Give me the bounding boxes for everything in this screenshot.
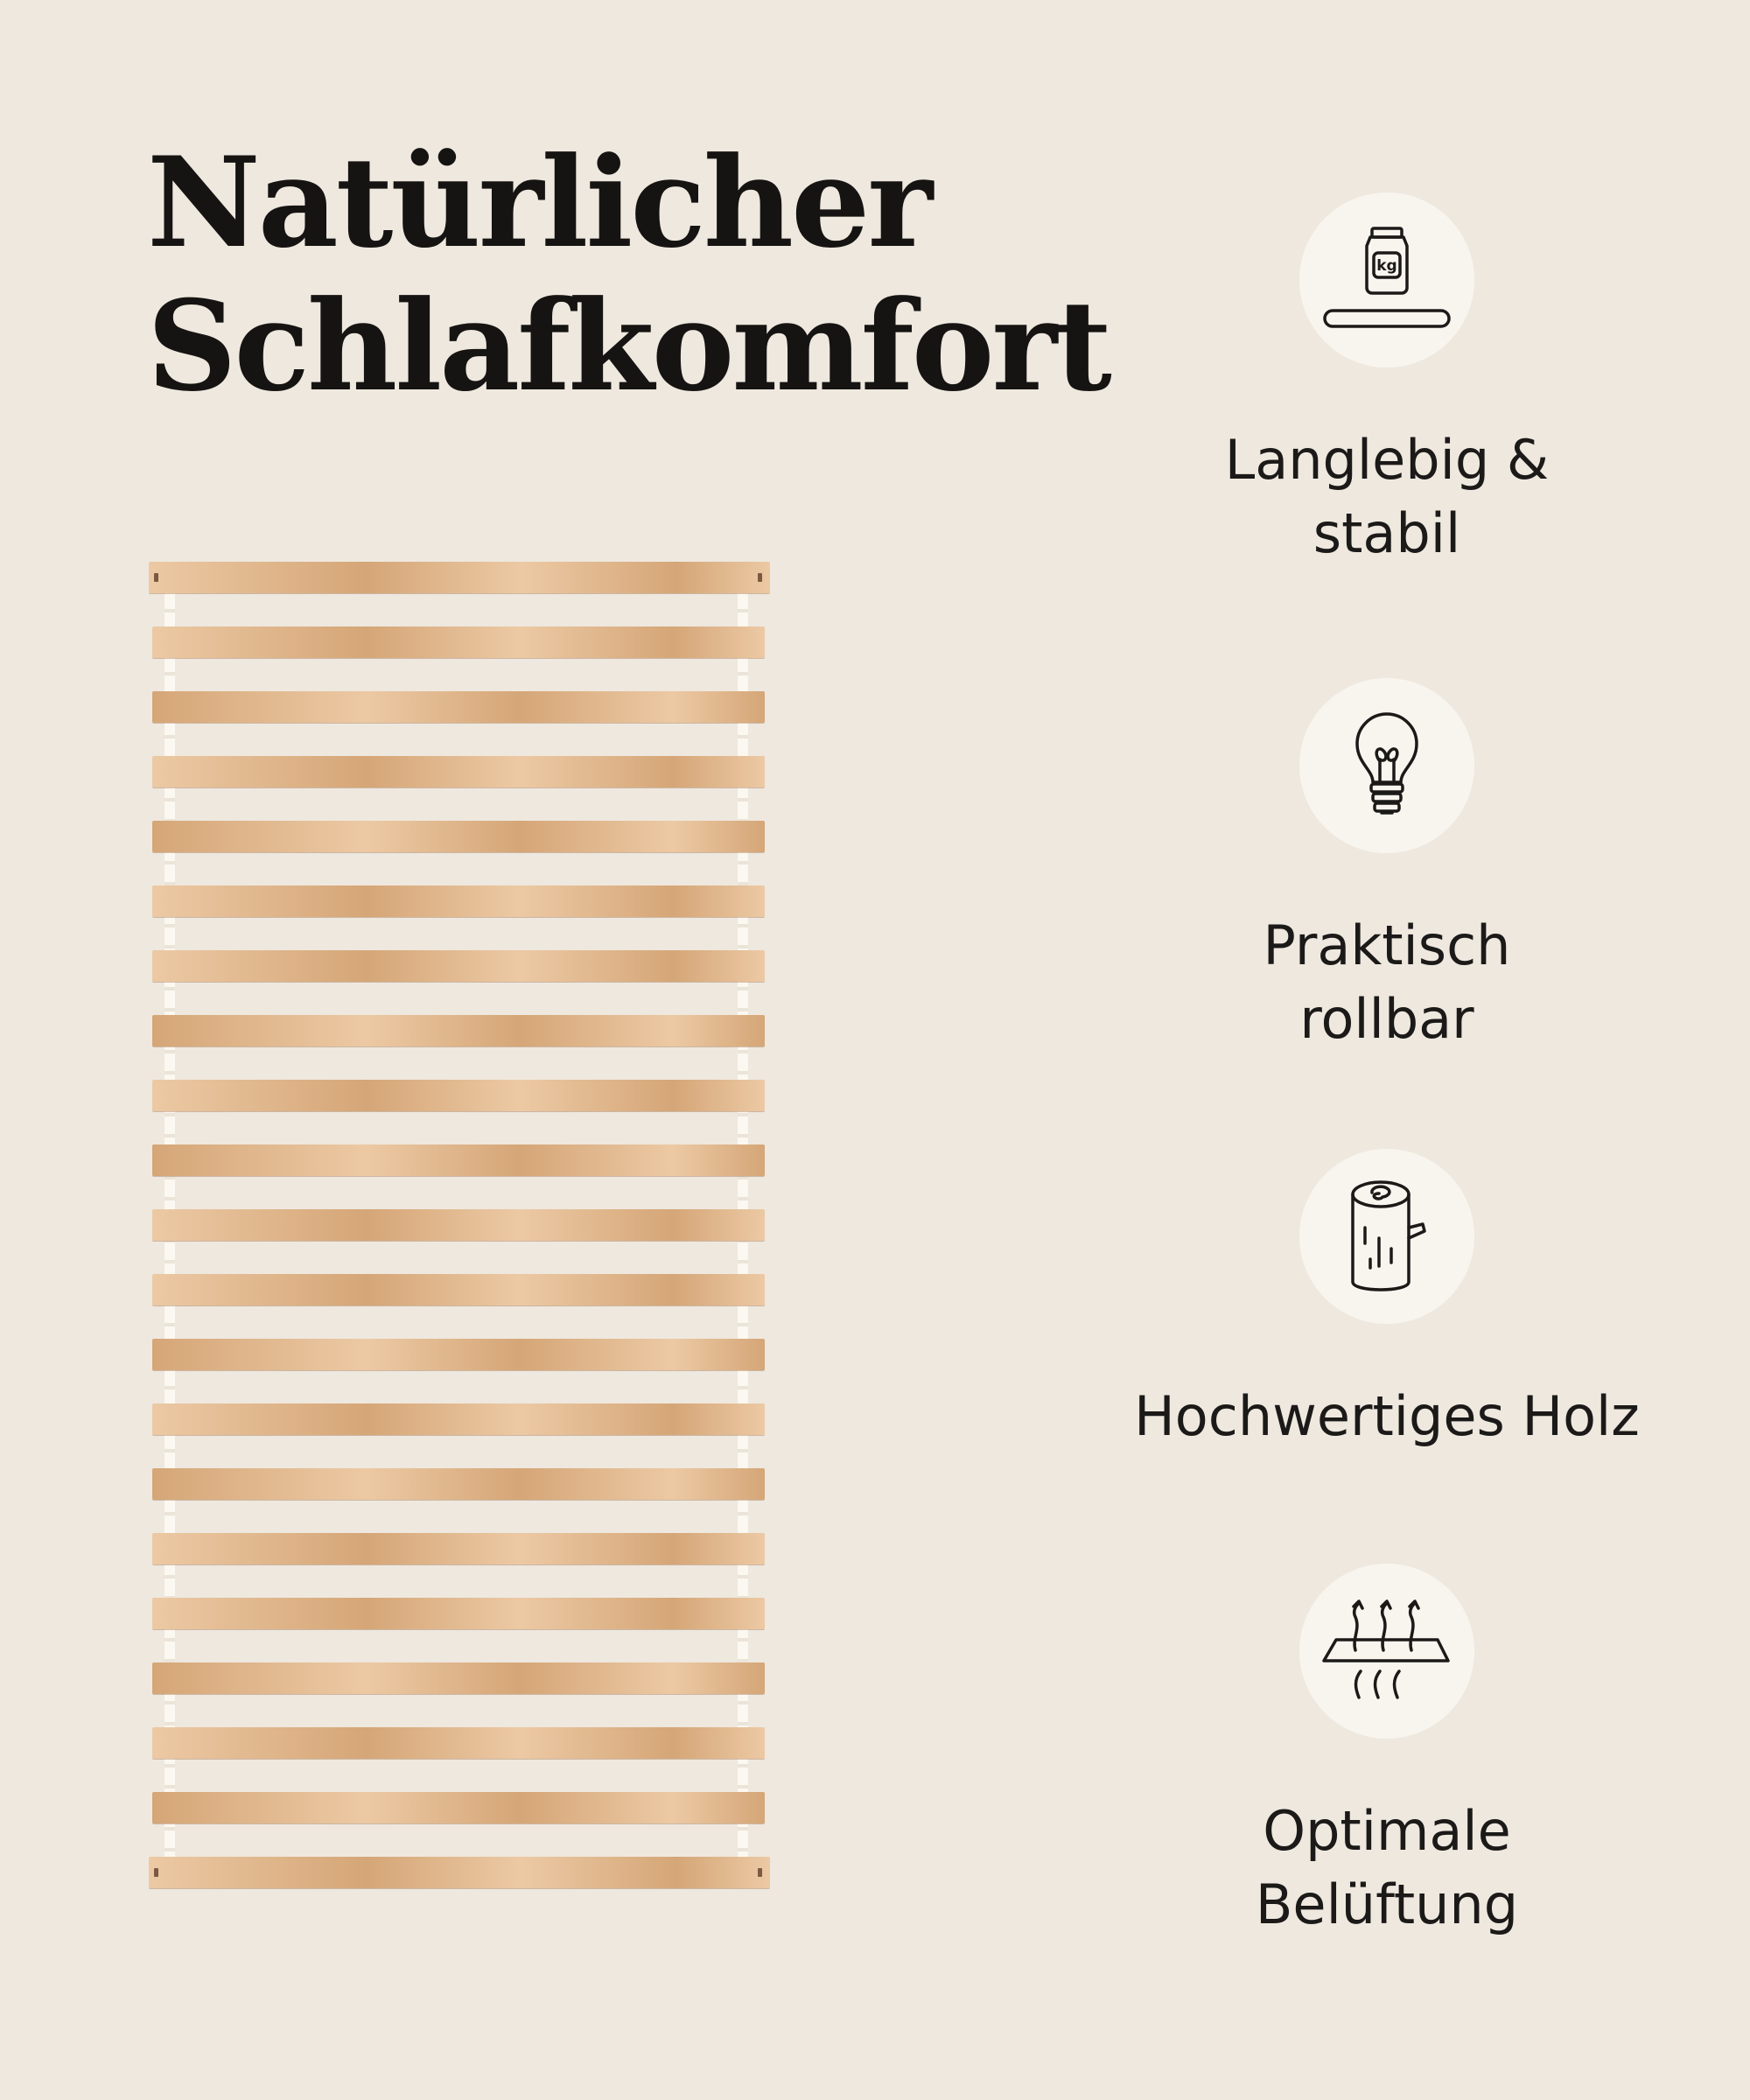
feature-label-line-2: rollbar <box>1299 987 1474 1051</box>
wood-slat <box>152 1404 765 1435</box>
feature-rollable <box>1102 678 1671 1056</box>
wood-slat <box>152 821 765 852</box>
wood-slat <box>152 1339 765 1370</box>
slat-notch <box>154 573 158 582</box>
slat-notch <box>758 573 762 582</box>
feature-label-line-1: Praktisch <box>1263 914 1511 977</box>
feature-label-line-1: Optimale <box>1263 1799 1511 1863</box>
lightbulb-icon <box>1343 709 1431 822</box>
wood-slat <box>152 1662 765 1694</box>
icon-circle <box>1299 1564 1474 1739</box>
slat-notch <box>154 1868 158 1877</box>
wood-slat <box>152 950 765 982</box>
feature-label-line-1: Hochwertiges Holz <box>1134 1384 1640 1448</box>
wood-slat <box>152 1209 765 1241</box>
feature-quality-wood <box>1102 1149 1671 1453</box>
slatted-frame-image <box>149 562 772 1899</box>
wood-slat <box>152 1792 765 1824</box>
wood-slat <box>152 1598 765 1629</box>
wood-slat <box>152 886 765 917</box>
ventilation-icon <box>1317 1594 1457 1708</box>
page-title <box>147 131 1110 418</box>
icon-circle <box>1299 1149 1474 1324</box>
feature-durable <box>1102 192 1671 570</box>
wood-slat <box>152 756 765 788</box>
wood-slat <box>152 626 765 658</box>
icon-circle <box>1299 192 1474 368</box>
wood-slat <box>152 691 765 723</box>
weight-kg-icon <box>1321 223 1452 337</box>
slat-notch <box>758 1868 762 1877</box>
wood-slat <box>152 1727 765 1759</box>
wood-slat <box>152 1468 765 1500</box>
svg-text:kg: kg <box>1376 257 1397 275</box>
title-line-2: Schlafkomfort <box>147 274 1110 419</box>
wood-slat <box>152 1144 765 1176</box>
feature-ventilation <box>1102 1564 1671 1942</box>
wood-slat <box>149 562 770 593</box>
feature-label <box>1102 1795 1671 1942</box>
feature-label <box>1102 424 1671 570</box>
wood-slat <box>152 1274 765 1306</box>
icon-circle <box>1299 678 1474 853</box>
wood-slat <box>152 1080 765 1111</box>
wood-slat <box>152 1533 765 1564</box>
wood-log-icon <box>1339 1175 1435 1298</box>
feature-label <box>1102 909 1671 1056</box>
feature-label-line-1: Langlebig & <box>1224 428 1550 492</box>
title-line-1: Natürlicher <box>147 130 931 276</box>
wood-slat <box>149 1857 770 1888</box>
feature-label <box>1102 1380 1671 1453</box>
wood-slat <box>152 1015 765 1046</box>
feature-label-line-2: Belüftung <box>1255 1872 1519 1936</box>
feature-label-line-2: stabil <box>1312 501 1461 565</box>
